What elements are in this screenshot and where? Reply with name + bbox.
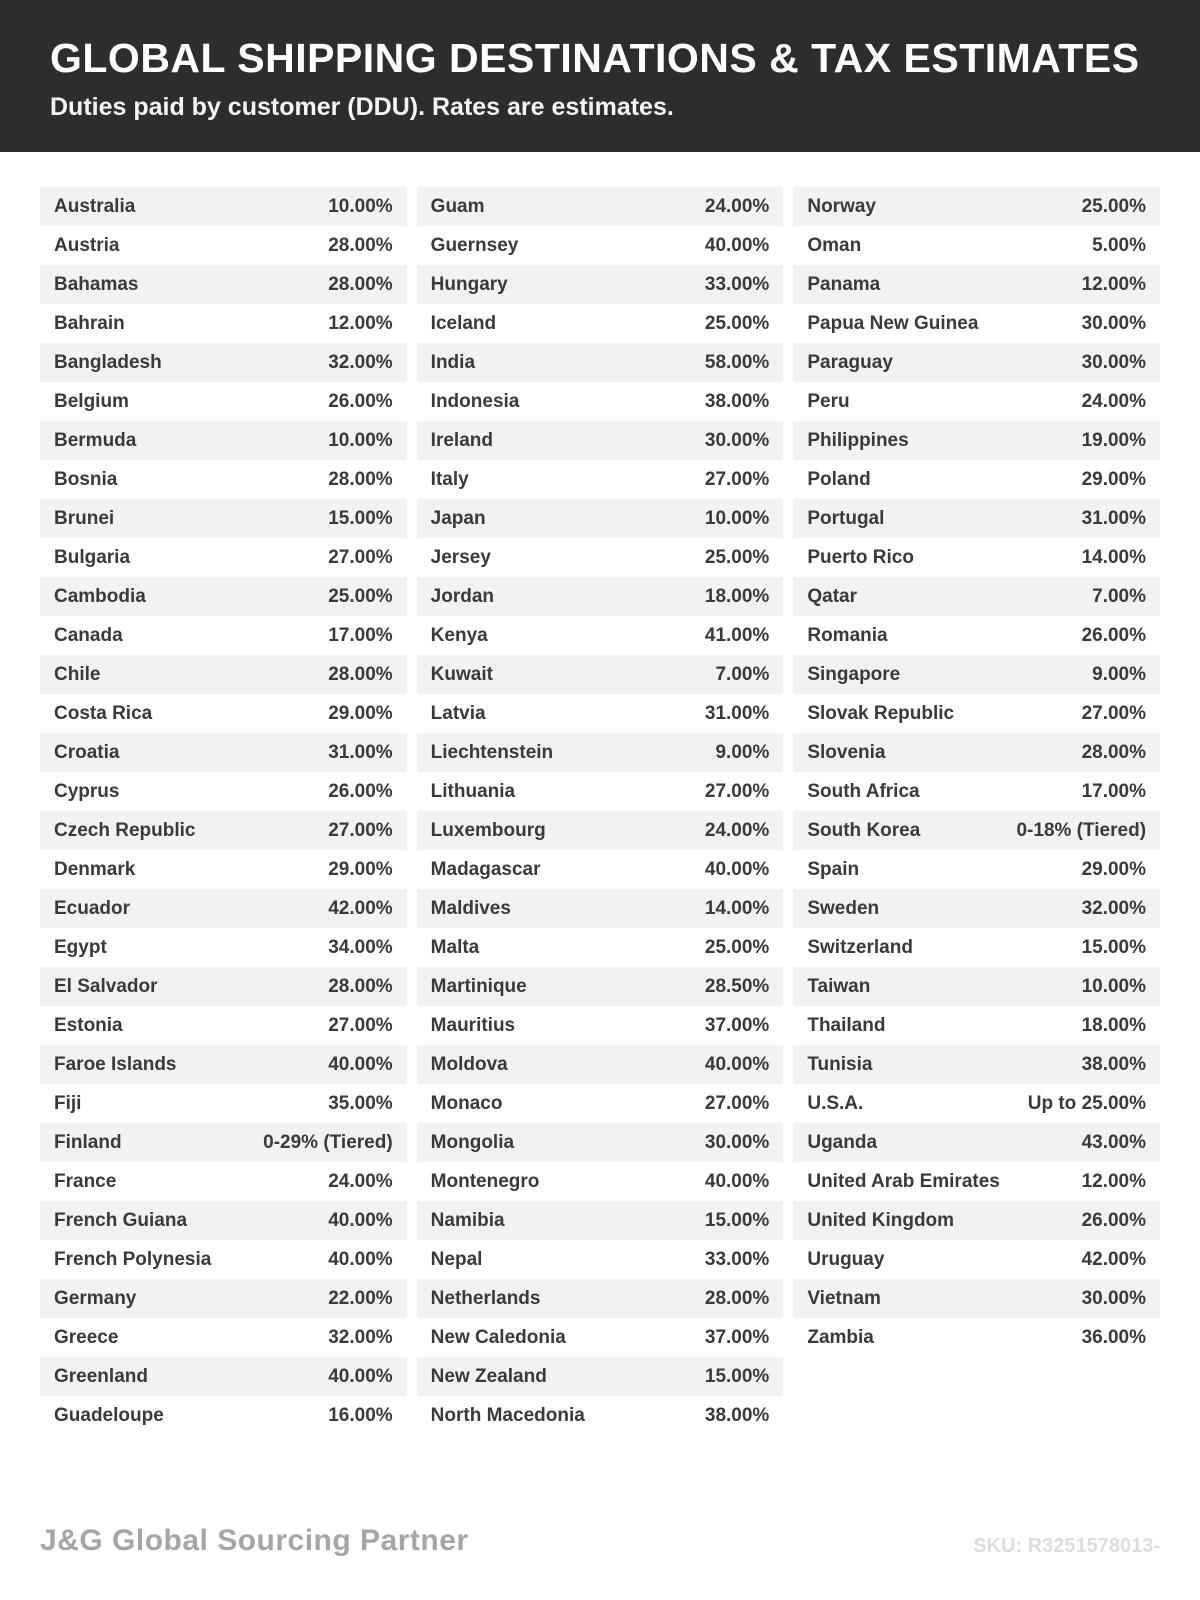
table-row <box>40 1357 407 1396</box>
country-name: United Kingdom <box>807 1209 955 1231</box>
tax-rate: 24.00% <box>704 195 770 217</box>
table-row <box>793 382 1160 421</box>
country-name: Romania <box>807 624 888 646</box>
country-name: Bahrain <box>54 312 125 334</box>
tax-rate: 12.00% <box>328 312 393 334</box>
tax-rate: 10.00% <box>1081 975 1147 997</box>
table-row <box>40 382 407 421</box>
country-name: Norway <box>807 195 876 217</box>
tax-rate: 26.00% <box>328 390 393 412</box>
table-row <box>417 1045 784 1084</box>
tax-rate: 12.00% <box>1081 1170 1147 1192</box>
page-subtitle: Duties paid by customer (DDU). Rates are estimates. <box>50 93 674 122</box>
country-name: Philippines <box>807 429 909 451</box>
table-row <box>417 655 784 694</box>
table-row <box>793 577 1160 616</box>
tax-rate: 40.00% <box>328 1053 393 1075</box>
country-name: Bahamas <box>54 273 139 295</box>
tax-rate: 31.00% <box>704 702 770 724</box>
tax-rate: 26.00% <box>1081 624 1147 646</box>
country-name: Bermuda <box>54 429 137 451</box>
tax-rate: 28.00% <box>328 975 393 997</box>
country-name: Guam <box>430 195 485 217</box>
table-row <box>793 850 1160 889</box>
country-name: Japan <box>430 507 486 529</box>
table-row <box>417 616 784 655</box>
tax-rate: 27.00% <box>704 1092 770 1114</box>
table-row <box>40 889 407 928</box>
country-name: Estonia <box>54 1014 123 1036</box>
tax-rate: 28.00% <box>1081 741 1147 763</box>
table-row <box>40 967 407 1006</box>
table-row <box>793 343 1160 382</box>
tax-rate: 30.00% <box>1081 351 1147 373</box>
tax-rate: 42.00% <box>1081 1248 1147 1270</box>
table-row <box>40 1318 407 1357</box>
table-row <box>40 1240 407 1279</box>
country-name: New Caledonia <box>430 1326 566 1348</box>
country-name: Netherlands <box>430 1287 541 1309</box>
country-name: El Salvador <box>54 975 158 997</box>
tax-rate: 9.00% <box>1092 663 1147 685</box>
table-row <box>40 304 407 343</box>
tax-rate: 7.00% <box>1092 585 1147 607</box>
table-row <box>40 811 407 850</box>
country-name: Poland <box>807 468 871 490</box>
country-name: Singapore <box>807 663 901 685</box>
tax-rate: 18.00% <box>1081 1014 1147 1036</box>
tax-rate: 30.00% <box>704 429 770 451</box>
tax-rate: 22.00% <box>328 1287 393 1309</box>
tax-rate: 5.00% <box>1092 234 1147 256</box>
table-row <box>793 1084 1160 1123</box>
tax-rate: 0-18% (Tiered) <box>1016 819 1147 841</box>
table-row <box>793 1045 1160 1084</box>
table-row <box>793 889 1160 928</box>
country-name: Chile <box>54 663 101 685</box>
tax-rate: 27.00% <box>704 780 770 802</box>
country-name: Ecuador <box>54 897 131 919</box>
tax-rate: 29.00% <box>1081 858 1147 880</box>
country-name: Portugal <box>807 507 885 529</box>
table-row <box>40 1396 407 1435</box>
country-name: Panama <box>807 273 881 295</box>
tax-rate: 37.00% <box>704 1014 770 1036</box>
table-row <box>793 499 1160 538</box>
page-footer <box>0 1524 1200 1600</box>
table-row <box>793 772 1160 811</box>
tax-rate: 28.00% <box>704 1287 770 1309</box>
brand-name: J&G Global Sourcing Partner <box>40 1524 469 1557</box>
tax-rate: 28.50% <box>704 975 770 997</box>
table-row <box>793 226 1160 265</box>
country-name: Taiwan <box>807 975 871 997</box>
tax-rate: 10.00% <box>704 507 770 529</box>
table-row <box>793 655 1160 694</box>
table-row <box>793 187 1160 226</box>
tax-rate: 40.00% <box>704 1170 770 1192</box>
country-name: Madagascar <box>430 858 541 880</box>
tax-rate: 29.00% <box>328 702 393 724</box>
country-name: Indonesia <box>430 390 520 412</box>
country-name: U.S.A. <box>807 1092 864 1114</box>
tax-rate: 17.00% <box>328 624 393 646</box>
table-row <box>417 1396 784 1435</box>
table-row <box>793 421 1160 460</box>
country-name: Greece <box>54 1326 119 1348</box>
tax-rate: 40.00% <box>328 1248 393 1270</box>
table-row <box>793 1162 1160 1201</box>
country-name: Puerto Rico <box>807 546 914 568</box>
table-row <box>417 967 784 1006</box>
tax-rate: 40.00% <box>328 1365 393 1387</box>
table-row <box>417 538 784 577</box>
country-name: Czech Republic <box>54 819 196 841</box>
page-title: GLOBAL SHIPPING DESTINATIONS & TAX ESTIMATES <box>50 35 1140 81</box>
country-name: Qatar <box>807 585 857 607</box>
table-row <box>793 1318 1160 1357</box>
tax-rate: 25.00% <box>1081 195 1147 217</box>
country-name: India <box>430 351 476 373</box>
tax-rate: 58.00% <box>704 351 770 373</box>
table-row <box>793 538 1160 577</box>
country-name: Italy <box>430 468 469 490</box>
page-header <box>0 0 1200 152</box>
tax-rate: 28.00% <box>328 234 393 256</box>
tax-rate: 30.00% <box>704 1131 770 1153</box>
table-row <box>417 1240 784 1279</box>
country-name: Martinique <box>430 975 527 997</box>
table-row <box>793 811 1160 850</box>
tax-rate: 33.00% <box>704 1248 770 1270</box>
sku-label: SKU: R3251578013- <box>973 1535 1160 1557</box>
rate-column <box>417 187 784 1435</box>
country-name: Monaco <box>430 1092 503 1114</box>
tax-rate: 7.00% <box>715 663 770 685</box>
rate-column <box>40 187 407 1435</box>
table-row <box>40 655 407 694</box>
tax-rate: 32.00% <box>1081 897 1147 919</box>
table-row <box>40 1084 407 1123</box>
tax-rate: 18.00% <box>704 585 770 607</box>
table-row <box>793 694 1160 733</box>
tax-rate: 27.00% <box>328 819 393 841</box>
table-row <box>417 1006 784 1045</box>
country-name: Papua New Guinea <box>807 312 979 334</box>
country-name: Egypt <box>54 936 107 958</box>
tax-rate: 37.00% <box>704 1326 770 1348</box>
country-name: Sweden <box>807 897 880 919</box>
tax-rate: 29.00% <box>328 858 393 880</box>
table-row <box>417 772 784 811</box>
country-name: Oman <box>807 234 862 256</box>
country-name: Vietnam <box>807 1287 881 1309</box>
table-row <box>40 1201 407 1240</box>
tax-rate: 19.00% <box>1081 429 1147 451</box>
tax-rate: 15.00% <box>704 1209 770 1231</box>
country-name: Guernsey <box>430 234 519 256</box>
tax-rate: 34.00% <box>328 936 393 958</box>
tax-rate: 28.00% <box>328 663 393 685</box>
table-row <box>40 733 407 772</box>
tax-rate: 38.00% <box>704 1404 770 1426</box>
country-name: North Macedonia <box>430 1404 585 1426</box>
tax-rate: 31.00% <box>1081 507 1147 529</box>
tax-rate: 38.00% <box>704 390 770 412</box>
tax-rate: 38.00% <box>1081 1053 1147 1075</box>
table-row <box>417 460 784 499</box>
tax-rate: 15.00% <box>328 507 393 529</box>
country-name: Brunei <box>54 507 115 529</box>
table-row <box>417 421 784 460</box>
tax-rate: 10.00% <box>328 429 393 451</box>
tax-rate: 27.00% <box>328 546 393 568</box>
country-name: Moldova <box>430 1053 508 1075</box>
tax-rate: 26.00% <box>1081 1209 1147 1231</box>
table-row <box>40 226 407 265</box>
table-row <box>40 1162 407 1201</box>
country-name: French Polynesia <box>54 1248 212 1270</box>
table-row <box>40 460 407 499</box>
country-name: Iceland <box>430 312 497 334</box>
table-row <box>417 889 784 928</box>
table-row <box>40 265 407 304</box>
tax-rate: Up to 25.00% <box>1027 1092 1147 1114</box>
country-name: Namibia <box>430 1209 505 1231</box>
table-row <box>40 343 407 382</box>
tax-rate: 24.00% <box>704 819 770 841</box>
table-row <box>793 1006 1160 1045</box>
table-row <box>793 616 1160 655</box>
table-row <box>40 1279 407 1318</box>
country-name: Liechtenstein <box>430 741 554 763</box>
table-row <box>40 577 407 616</box>
table-row <box>793 1123 1160 1162</box>
table-row <box>40 772 407 811</box>
country-name: France <box>54 1170 117 1192</box>
country-name: United Arab Emirates <box>807 1170 1000 1192</box>
country-name: Switzerland <box>807 936 913 958</box>
country-name: Germany <box>54 1287 137 1309</box>
country-name: Belgium <box>54 390 129 412</box>
tax-rate: 14.00% <box>1081 546 1147 568</box>
tax-rate: 33.00% <box>704 273 770 295</box>
tax-rate: 0-29% (Tiered) <box>263 1131 393 1153</box>
tax-rate: 28.00% <box>328 468 393 490</box>
tax-rate: 24.00% <box>1081 390 1147 412</box>
country-name: Australia <box>54 195 136 217</box>
tax-rate: 40.00% <box>328 1209 393 1231</box>
table-row <box>793 1201 1160 1240</box>
tax-rate: 31.00% <box>328 741 393 763</box>
table-row <box>417 1357 784 1396</box>
country-name: Slovenia <box>807 741 886 763</box>
country-name: Maldives <box>430 897 511 919</box>
country-name: Canada <box>54 624 123 646</box>
table-row <box>40 538 407 577</box>
table-row <box>417 187 784 226</box>
table-row <box>40 616 407 655</box>
tax-rate: 30.00% <box>1081 1287 1147 1309</box>
country-name: Slovak Republic <box>807 702 955 724</box>
tax-rate: 41.00% <box>704 624 770 646</box>
country-name: Zambia <box>807 1326 874 1348</box>
table-row <box>417 850 784 889</box>
country-name: Montenegro <box>430 1170 540 1192</box>
table-row <box>417 1201 784 1240</box>
country-name: Uruguay <box>807 1248 885 1270</box>
tax-rate: 30.00% <box>1081 312 1147 334</box>
table-row <box>40 499 407 538</box>
country-name: Denmark <box>54 858 136 880</box>
tax-rate: 25.00% <box>328 585 393 607</box>
tax-rate: 43.00% <box>1081 1131 1147 1153</box>
tax-rate: 27.00% <box>328 1014 393 1036</box>
table-row <box>793 460 1160 499</box>
table-row <box>417 1318 784 1357</box>
country-name: Paraguay <box>807 351 893 373</box>
table-row <box>793 1240 1160 1279</box>
tax-rate: 24.00% <box>328 1170 393 1192</box>
country-name: South Korea <box>807 819 921 841</box>
tax-rate: 25.00% <box>704 312 770 334</box>
table-row <box>793 733 1160 772</box>
table-row <box>40 421 407 460</box>
rate-column <box>793 187 1160 1435</box>
country-name: Mongolia <box>430 1131 515 1153</box>
tax-rate: 9.00% <box>715 741 770 763</box>
tax-rate: 36.00% <box>1081 1326 1147 1348</box>
tax-rate: 14.00% <box>704 897 770 919</box>
tax-rate: 40.00% <box>704 1053 770 1075</box>
tax-rate: 26.00% <box>328 780 393 802</box>
tax-rate: 40.00% <box>704 858 770 880</box>
tax-rate-table <box>0 187 1200 1435</box>
country-name: Tunisia <box>807 1053 873 1075</box>
table-row <box>40 1045 407 1084</box>
country-name: Croatia <box>54 741 120 763</box>
table-row <box>417 1084 784 1123</box>
country-name: Malta <box>430 936 480 958</box>
country-name: Fiji <box>54 1092 82 1114</box>
tax-rate: 40.00% <box>704 234 770 256</box>
country-name: Austria <box>54 234 120 256</box>
country-name: Kenya <box>430 624 488 646</box>
table-row <box>417 811 784 850</box>
tax-rate: 29.00% <box>1081 468 1147 490</box>
table-row <box>417 265 784 304</box>
table-row <box>417 1162 784 1201</box>
country-name: Nepal <box>430 1248 483 1270</box>
table-row <box>793 967 1160 1006</box>
table-row <box>40 1123 407 1162</box>
tax-rate: 25.00% <box>704 546 770 568</box>
country-name: Peru <box>807 390 850 412</box>
country-name: Ireland <box>430 429 493 451</box>
tax-rate: 15.00% <box>704 1365 770 1387</box>
country-name: Lithuania <box>430 780 516 802</box>
country-name: Bangladesh <box>54 351 162 373</box>
table-row <box>793 928 1160 967</box>
country-name: Greenland <box>54 1365 148 1387</box>
country-name: New Zealand <box>430 1365 547 1387</box>
table-row <box>793 304 1160 343</box>
tax-rate: 15.00% <box>1081 936 1147 958</box>
country-name: French Guiana <box>54 1209 188 1231</box>
tax-rate: 27.00% <box>1081 702 1147 724</box>
country-name: Mauritius <box>430 1014 516 1036</box>
country-name: Hungary <box>430 273 508 295</box>
table-row <box>417 343 784 382</box>
country-name: Bosnia <box>54 468 118 490</box>
table-row <box>417 226 784 265</box>
table-row <box>793 265 1160 304</box>
country-name: Cambodia <box>54 585 146 607</box>
tax-rate: 16.00% <box>328 1404 393 1426</box>
table-row <box>417 1279 784 1318</box>
table-row <box>417 499 784 538</box>
tax-rate: 27.00% <box>704 468 770 490</box>
table-row <box>40 694 407 733</box>
country-name: Jordan <box>430 585 495 607</box>
table-row <box>417 382 784 421</box>
tax-rate: 42.00% <box>328 897 393 919</box>
country-name: Uganda <box>807 1131 878 1153</box>
country-name: Guadeloupe <box>54 1404 164 1426</box>
country-name: Cyprus <box>54 780 120 802</box>
table-row <box>40 187 407 226</box>
table-row <box>40 928 407 967</box>
country-name: Kuwait <box>430 663 493 685</box>
table-row <box>793 1279 1160 1318</box>
tax-rate: 32.00% <box>328 351 393 373</box>
country-name: Faroe Islands <box>54 1053 177 1075</box>
country-name: Jersey <box>430 546 491 568</box>
table-row <box>417 577 784 616</box>
table-row <box>417 1123 784 1162</box>
country-name: Luxembourg <box>430 819 546 841</box>
table-row <box>40 1006 407 1045</box>
table-row <box>40 850 407 889</box>
tax-rate: 10.00% <box>328 195 393 217</box>
country-name: South Africa <box>807 780 920 802</box>
country-name: Latvia <box>430 702 486 724</box>
country-name: Thailand <box>807 1014 886 1036</box>
tax-rate: 32.00% <box>328 1326 393 1348</box>
tax-rate: 25.00% <box>704 936 770 958</box>
tax-rate: 12.00% <box>1081 273 1147 295</box>
country-name: Spain <box>807 858 860 880</box>
tax-rate: 35.00% <box>328 1092 393 1114</box>
table-row <box>417 733 784 772</box>
country-name: Finland <box>54 1131 122 1153</box>
table-row <box>417 694 784 733</box>
table-row <box>417 304 784 343</box>
country-name: Bulgaria <box>54 546 131 568</box>
tax-rate: 17.00% <box>1081 780 1147 802</box>
table-row <box>417 928 784 967</box>
tax-rate: 28.00% <box>328 273 393 295</box>
country-name: Costa Rica <box>54 702 153 724</box>
